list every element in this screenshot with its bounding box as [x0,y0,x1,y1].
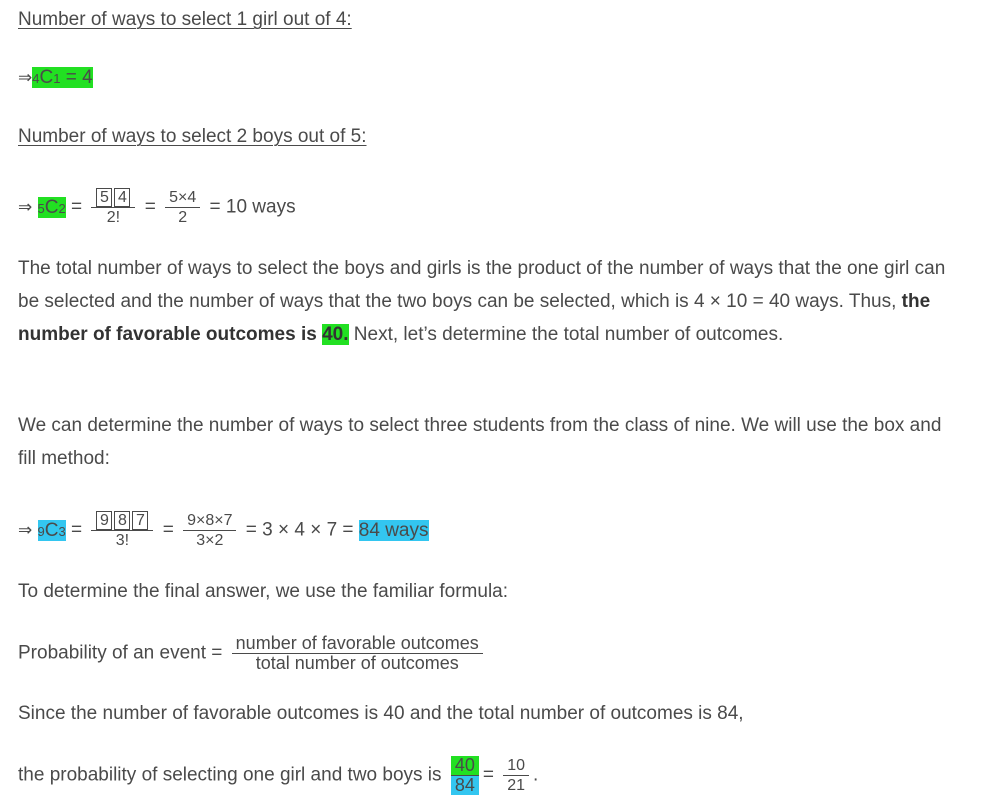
paragraph-since: Since the number of favorable outcomes is 40 and the total number of outcomes is 84, [18,703,744,724]
favorable-highlight: 40. [322,324,349,345]
fraction-40-84: $\frac{40}{84}$ [451,756,479,795]
combination-girls-line [18,61,93,95]
result-10-ways: = 10 ways [209,196,296,218]
fill-box: 8 [114,511,130,530]
paragraph-product: The total number of ways to select the boys and girls is the product of the number of ways that the one girl can be selected and the number of ways that the two boys can be selected, which is 4 × 10 = 40 ways. Thus, the number of favorable outcomes is 40. Next, let’s determine the total number of outcomes. [18,258,946,345]
paragraph-box-fill: We can determine the number of ways to select three students from the class of nine. We will use the box and fill method: [18,415,942,469]
combination-total-line: ⇒ 9C3 = $\frac{9 8 7}{3!}$ = $\frac{9\times 8\times 7}{3\times 2}$ = 3 × 4 × 7 = 84 ways [18,512,429,549]
box-fraction: $\frac{9 8 7}{3!}$ [91,511,153,550]
product-fraction: $\frac{5\times 4}{2}$ [165,188,200,227]
heading-boys: Number of ways to select 2 boys out of 5: [18,126,367,147]
result-84-ways: 84 ways [358,519,429,541]
implies-arrow: ⇒ [18,197,33,217]
fill-box: 5 [96,188,112,207]
box-fraction: $\frac{5 4}{2!}$ [91,188,135,227]
probability-formula: Probability of an event = $\frac{\text{number of favorable outcomes}}{\text{total number of outcomes}}$ [18,634,487,673]
fill-box: 9 [96,511,112,530]
implies-arrow: ⇒ [18,520,33,540]
heading-girls: Number of ways to select 1 girl out of 4: [18,9,352,30]
combination-boys-line: ⇒ 5C2 = $\frac{5 4}{2!}$ = $\frac{5\times 4}{2}$ = 10 ways [18,189,296,226]
fill-box: 7 [132,511,148,530]
fill-box: 4 [114,188,130,207]
implies-arrow: ⇒ [18,68,33,87]
formula-fraction: $\frac{\text{number of favorable outcomes}}{\text{total number of outcomes}}$ [232,634,483,673]
final-answer-line: the probability of selecting one girl and two boys is $\frac{40}{84}$ = $\frac{10}{21}$ . [18,755,539,795]
fraction-10-21: $\frac{10}{21}$ [503,756,529,795]
paragraph-formula-intro: To determine the final answer, we use the familiar formula: [18,581,509,602]
combination-5c2: 5C2 [37,196,66,218]
product-fraction: $\frac{9\times 8\times 7}{3\times 2}$ [183,511,236,550]
combination-4c1: 4C1 = 4 [32,67,93,88]
combination-9c3: 9C3 [37,519,66,541]
